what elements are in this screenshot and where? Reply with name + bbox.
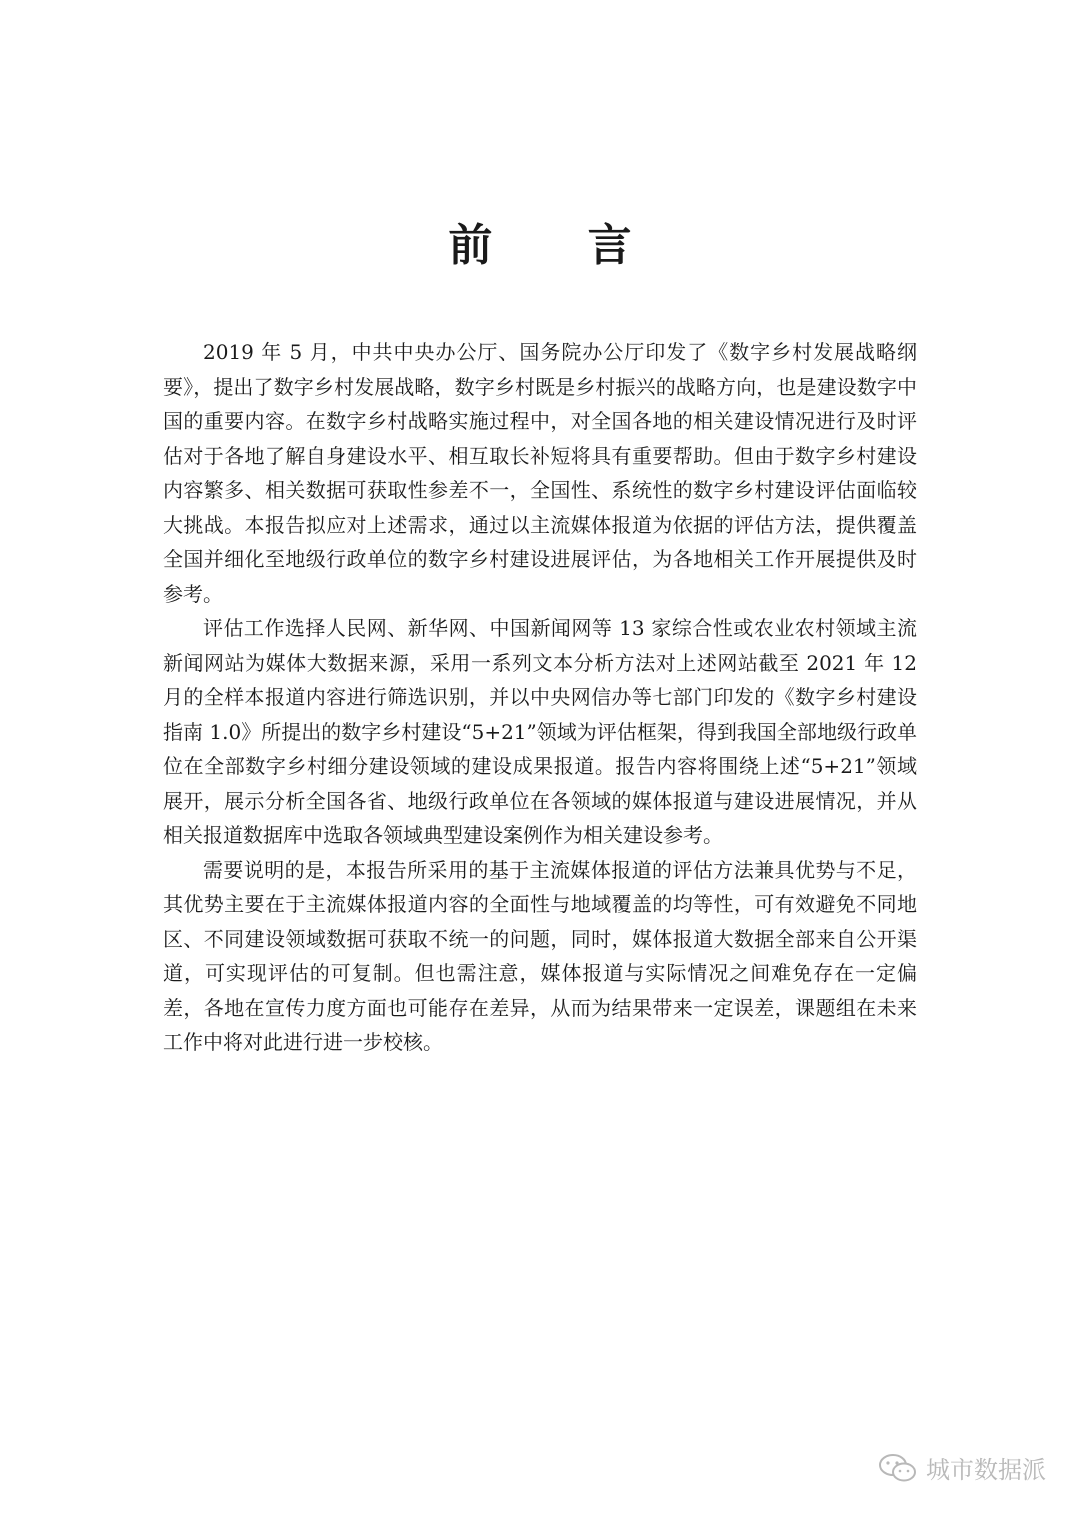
paragraph-3: 需要说明的是，本报告所采用的基于主流媒体报道的评估方法兼具优势与不足，其优势主要在于主流媒体报道内容的全面性与地域覆盖的均等性，可有效避免不同地区、不同建设领域数据可获取不统一的问题，同时，媒体报道大数据全部来自公开渠道，可实现评估的可复制。但也需注意，媒体报道与实际情况之间难免存在一定偏差，各地在宣传力度方面也可能存在差异，从而为结果带来一定误差，课题组在未来工作中将对此进行进一步校核。 — [163, 857, 917, 1054]
page-title: 前 言 — [448, 220, 672, 271]
watermark-text: 城市数据派 — [926, 1456, 1046, 1484]
paragraph-2: 评估工作选择人民网、新华网、中国新闻网等 13 家综合性或农业农村领域主流新闻网站为媒体大数据来源，采用一系列文本分析方法对上述网站截至 2021 年 12 月的全样本报道内容进行筛选识别，并以中央网信办等七部门印发的《数字乡村建设指南 1.0》所提出的数字乡村建设“5+21”领域为评估框架，得到我国全部地级行政单位在全部数字乡村细分建设领域的建设成果报道。报告内容将围绕上述“5+21”领域展开，展示分析全国各省、地级行政单位在各领域的媒体报道与建设进展情况，并从相关报道数据库中选取各领域典型建设案例作为相关建设参考。 — [163, 616, 917, 847]
wechat-icon — [878, 1453, 918, 1483]
watermark — [878, 1450, 1046, 1485]
body-text — [163, 335, 917, 1060]
paragraph-1: 2019 年 5 月，中共中央办公厅、国务院办公厅印发了《数字乡村发展战略纲要》，提出了数字乡村发展战略，数字乡村既是乡村振兴的战略方向，也是建设数字中国的重要内容。在数字乡村战略实施过程中，对全国各地的相关建设情况进行及时评估对于各地了解自身建设水平、相互取长补短将具有重要帮助。但由于数字乡村建设内容繁多、相关数据可获取性参差不一，全国性、系统性的数字乡村建设评估面临较大挑战。本报告拟应对上述需求，通过以主流媒体报道为依据的评估方法，提供覆盖全国并细化至地级行政单位的数字乡村建设进展评估，为各地相关工作开展提供及时参考。 — [163, 340, 917, 606]
